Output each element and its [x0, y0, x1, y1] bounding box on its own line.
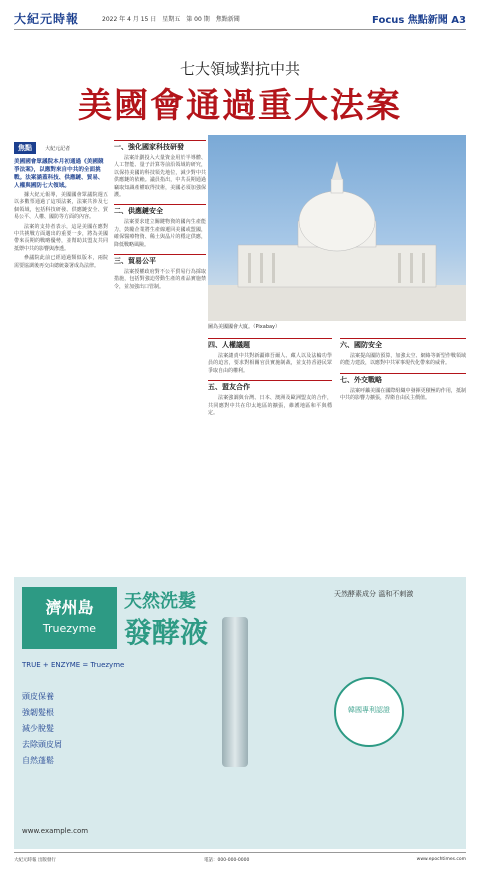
byline: 大紀元記者: [45, 146, 71, 152]
lead-column: [14, 135, 108, 565]
article-column-3: [208, 333, 332, 565]
ad-bottle-image: [222, 617, 248, 767]
list-item: 強韌髮根: [22, 708, 54, 717]
footer-website[interactable]: www.epochtimes.com: [416, 857, 466, 862]
capitol-photo: [208, 135, 466, 321]
ad-contact[interactable]: www.example.com: [22, 827, 89, 835]
article-column-4: [340, 333, 466, 565]
subheading: 二、供應鏈安全: [114, 204, 206, 216]
ad-note: 天然酵素成分 溫和不刺激: [334, 590, 414, 598]
issue-date: 2022 年 4 月 15 日 星期五 第 00 期 焦點新聞: [102, 16, 240, 23]
paragraph: 法案強調與台灣、日本、澳洲及歐洲盟友的合作，共同應對中共在印太地區的擴張，維護地區和平與穩定。: [208, 395, 332, 417]
ad-brand-cn: 濟州島: [45, 598, 94, 617]
photo-caption: 圖為美國國會大廈。（Pixabay）: [208, 324, 281, 330]
newspaper-logo: 大紀元時報: [14, 12, 80, 26]
ad-product: 發酵液: [124, 616, 209, 649]
ad-slogan: 天然洗髮: [124, 591, 196, 612]
paragraph: 法案計劃投入大量資金用於半導體、人工智能、量子計算等前沿領域的研究，以保持美國的科技領先地位，減少對中共供應鏈的依賴。議員指出，中共長期通過竊取知識產權取得技術，美國必須加強保護。: [114, 155, 206, 199]
footer-phone: 電話：000-000-0000: [204, 858, 250, 863]
subheading: 四、人權議題: [208, 338, 332, 350]
list-item: 減少脫髮: [22, 724, 54, 733]
headline: 美國會通過重大法案: [78, 86, 402, 126]
ad-formula: TRUE + ENZYME = Truezyme: [22, 661, 125, 669]
ad-brand-block: [22, 587, 117, 649]
paragraph: 法案授權政府對不公平貿易行為採取措施，包括對強迫勞動生產的產品實施禁令，並加強出口管制。: [114, 269, 206, 290]
list-item: 自然蓬鬆: [22, 756, 54, 765]
advertisement[interactable]: [14, 577, 466, 849]
ad-brand-en: Truezyme: [42, 622, 97, 635]
section-label: Focus 焦點新聞 A3: [372, 15, 466, 26]
article-column-2: [114, 135, 206, 565]
page-footer: [14, 852, 466, 868]
article-body: [14, 192, 108, 270]
list-item: 頭皮保養: [22, 692, 54, 701]
capitol-illustration: [208, 135, 466, 321]
lead-paragraph: 美國國會眾議院本月初通過《美國競爭法案》，以應對來自中共的全面挑戰。法案涵蓋科技、供應鏈、貿易、人權與國防七大領域。: [14, 159, 104, 189]
masthead: [14, 8, 466, 30]
list-item: 去除頭皮屑: [22, 740, 62, 749]
subheading: 七、外交戰略: [340, 373, 466, 385]
subheading: 六、國防安全: [340, 338, 466, 350]
paragraph: 法案呼籲美國在國際組織中發揮更積極的作用，抵制中共的影響力擴張，捍衛自由民主價值。: [340, 387, 466, 402]
section-tag: 焦點: [14, 142, 36, 154]
paragraph: 法案的支持者表示，這是美國在應對中共挑戰方面邁出的重要一步，將為美國帶來長期的戰略優勢，並幫助其盟友共同抵禦中共的影響與滲透。: [14, 223, 108, 252]
paragraph: 據大紀元報導，美國國會眾議院週五以多數票通過了這項法案，法案共涉及七個領域，包括科技研發、供應鏈安全、貿易公平、人權、國防等方面的內容。: [14, 192, 108, 221]
ad-benefits: [22, 689, 62, 769]
paragraph: 法案提高國防預算，加強太空、網絡等新型作戰領域的能力建設，以應對中共軍事現代化帶來的威脅。: [340, 353, 466, 367]
ad-badge: 韓國專利認證: [334, 677, 404, 747]
subheading: 三、貿易公平: [114, 254, 206, 266]
footer-publisher: 大紀元時報 出版發行: [14, 858, 56, 863]
subheading: 一、強化國家科技研發: [114, 140, 206, 152]
subheading: 五、盟友合作: [208, 380, 332, 392]
paragraph: 參議院此前已經通過類似版本，兩院需要協調後再交由總統簽署成為法律。: [14, 255, 108, 269]
kicker: 七大領域對抗中共: [179, 60, 300, 78]
paragraph: 法案要求建立關鍵物資的國內生產能力，鼓勵企業將生產線遷回美國或盟國，確保醫療物資、稀土與晶片的穩定供應，降低戰略風險。: [114, 219, 206, 248]
paragraph: 法案譴責中共對新疆維吾爾人、藏人以及法輪功學員的迫害，要求對相關官員實施制裁，並支持香港民眾爭取自由的權利。: [208, 353, 332, 374]
